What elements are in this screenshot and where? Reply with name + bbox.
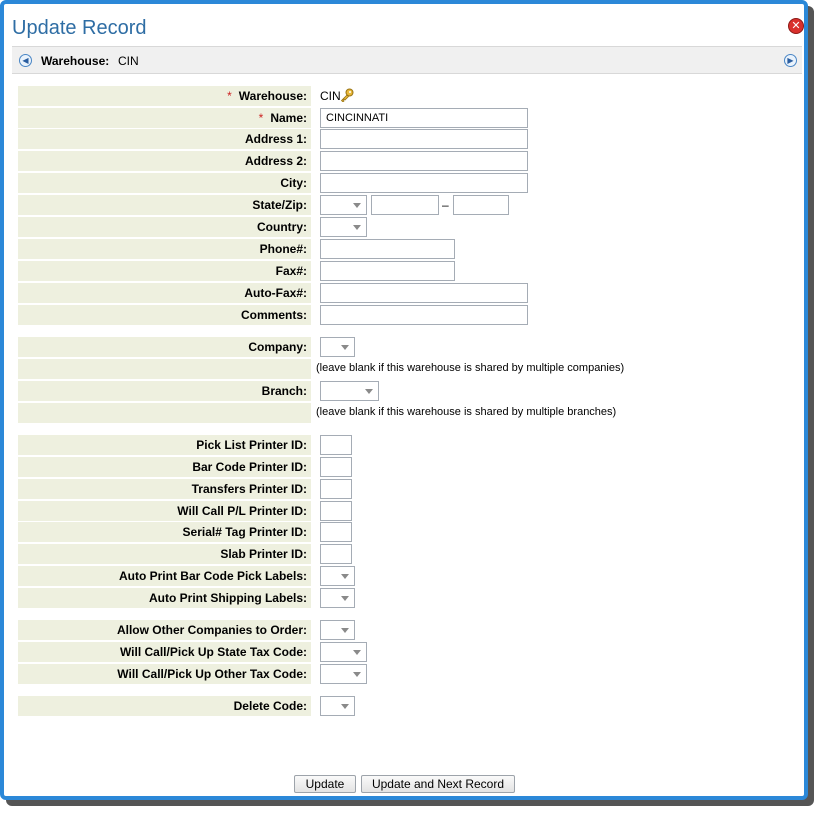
chevron-down-icon (353, 225, 361, 230)
state-tax-label: Will Call/Pick Up State Tax Code: (18, 642, 311, 662)
auto-barcode-label: Auto Print Bar Code Pick Labels: (18, 566, 311, 586)
chevron-down-icon (341, 704, 349, 709)
name-input[interactable]: CINCINNATI (320, 108, 528, 128)
slab-printer-label: Slab Printer ID: (18, 544, 311, 564)
address2-input[interactable] (320, 151, 528, 171)
zip-separator: – (442, 198, 449, 212)
update-next-button[interactable]: Update and Next Record (361, 775, 515, 793)
zip-input[interactable] (371, 195, 439, 215)
record-nav-bar (12, 46, 802, 74)
other-tax-select[interactable] (320, 664, 367, 684)
state-tax-select[interactable] (320, 642, 367, 662)
chevron-down-icon (353, 672, 361, 677)
barcode-printer-label: Bar Code Printer ID: (18, 457, 311, 477)
serial-printer-label: Serial# Tag Printer ID: (18, 522, 311, 542)
comments-label: Comments: (18, 305, 311, 325)
required-icon: * (258, 111, 264, 125)
company-hint-spacer (18, 359, 311, 379)
auto-shipping-label: Auto Print Shipping Labels: (18, 588, 311, 608)
state-select[interactable] (320, 195, 367, 215)
next-record-icon[interactable]: ▶ (784, 54, 797, 67)
previous-record-icon[interactable]: ◀ (19, 54, 32, 67)
dialog-title: Update Record (12, 17, 147, 39)
company-hint: (leave blank if this warehouse is shared by multiple companies) (316, 362, 625, 374)
phone-label: Phone#: (18, 239, 311, 259)
fax-label: Fax#: (18, 261, 311, 281)
update-button[interactable]: Update (294, 775, 356, 793)
company-label: Company: (18, 337, 311, 357)
country-label: Country: (18, 217, 311, 237)
fax-input[interactable] (320, 261, 455, 281)
chevron-down-icon (353, 203, 361, 208)
other-tax-label: Will Call/Pick Up Other Tax Code: (18, 664, 311, 684)
city-label: City: (18, 173, 311, 193)
branch-hint: (leave blank if this warehouse is shared by multiple branches) (316, 406, 617, 418)
warehouse-value: CIN (320, 89, 341, 103)
serial-printer-input[interactable] (320, 522, 352, 542)
close-icon[interactable]: ✕ (788, 18, 804, 34)
auto-shipping-select[interactable] (320, 588, 355, 608)
comments-input[interactable] (320, 305, 528, 325)
allow-other-select[interactable] (320, 620, 355, 640)
country-select[interactable] (320, 217, 367, 237)
delete-code-select[interactable] (320, 696, 355, 716)
branch-select[interactable] (320, 381, 379, 401)
chevron-down-icon (353, 650, 361, 655)
phone-input[interactable] (320, 239, 455, 259)
address1-input[interactable] (320, 129, 528, 149)
branch-hint-spacer (18, 403, 311, 423)
warehouse-label: * Warehouse: (18, 86, 311, 106)
chevron-down-icon (365, 389, 373, 394)
delete-code-label: Delete Code: (18, 696, 311, 716)
willcall-printer-input[interactable] (320, 501, 352, 521)
chevron-down-icon (341, 574, 349, 579)
name-label: * Name: (18, 108, 311, 128)
city-input[interactable] (320, 173, 528, 193)
willcall-printer-label: Will Call P/L Printer ID: (18, 501, 311, 521)
chevron-down-icon (341, 628, 349, 633)
picklist-printer-label: Pick List Printer ID: (18, 435, 311, 455)
allow-other-label: Allow Other Companies to Order: (18, 620, 311, 640)
barcode-printer-input[interactable] (320, 457, 352, 477)
slab-printer-input[interactable] (320, 544, 352, 564)
nav-value: CIN (118, 54, 139, 68)
address1-label: Address 1: (18, 129, 311, 149)
autofax-label: Auto-Fax#: (18, 283, 311, 303)
transfers-printer-label: Transfers Printer ID: (18, 479, 311, 499)
auto-barcode-select[interactable] (320, 566, 355, 586)
nav-label: Warehouse: (41, 54, 110, 68)
zip-extension-input[interactable] (453, 195, 509, 215)
chevron-down-icon (341, 345, 349, 350)
picklist-printer-input[interactable] (320, 435, 352, 455)
company-select[interactable] (320, 337, 355, 357)
autofax-input[interactable] (320, 283, 528, 303)
address2-label: Address 2: (18, 151, 311, 171)
key-icon (340, 88, 354, 102)
required-icon: * (227, 89, 232, 103)
chevron-down-icon (341, 596, 349, 601)
transfers-printer-input[interactable] (320, 479, 352, 499)
branch-label: Branch: (18, 381, 311, 401)
state-zip-label: State/Zip: (18, 195, 311, 215)
